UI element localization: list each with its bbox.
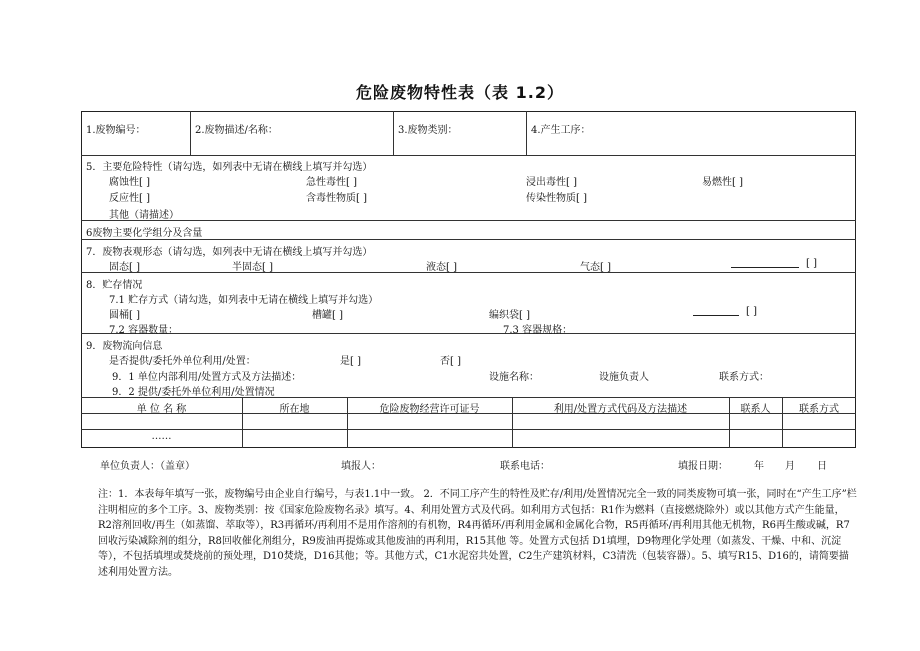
provide-yes-checkbox[interactable]: 是[ ] — [340, 356, 361, 367]
divider — [81, 333, 856, 334]
leach-toxic-checkbox[interactable]: 浸出毒性[ ] — [526, 177, 577, 188]
filler-label: 填报人： — [341, 461, 381, 472]
divider — [526, 111, 527, 155]
unit-head-label: 单位负责人：（盖章） — [100, 461, 195, 472]
col-header-license: 危险废物经营许可证号 — [379, 404, 480, 415]
process-label: 4.产生工序： — [531, 125, 591, 136]
storage-method-heading: 7.1 贮存方式（请勾选，如列表中无请在横线上填写并勾选） — [109, 295, 379, 306]
liquid-checkbox[interactable]: 液态[ ] — [426, 262, 457, 273]
reactive-checkbox[interactable]: 反应性[ ] — [109, 193, 150, 204]
drum-checkbox[interactable]: 圆桶[ ] — [109, 310, 140, 321]
facility-owner-label: 设施负责人 — [599, 372, 649, 383]
facility-name-label: 设施名称： — [489, 372, 539, 383]
other-storage-input[interactable] — [693, 306, 739, 316]
other-hazard-label: 其他（请描述） — [109, 210, 179, 221]
waste-category-label: 3.废物类别： — [398, 125, 458, 136]
table-row-ellipsis: …… — [151, 431, 172, 442]
other-form-input[interactable] — [731, 258, 799, 268]
corrosive-checkbox[interactable]: 腐蚀性[ ] — [109, 177, 150, 188]
divider — [81, 155, 856, 156]
container-count-label: 7.2 容器数量： — [109, 325, 179, 336]
page-title: 危险废物特性表（表 1.2） — [356, 83, 564, 102]
other-storage-checkbox[interactable]: [ ] — [746, 306, 757, 317]
internal-disposal-label: 9．1 单位内部利用/处置方式及方法描述： — [112, 372, 302, 383]
month-label: 月 — [785, 461, 795, 472]
composition-label: 6废物主要化学组分及含量 — [86, 228, 203, 239]
col-header-unit-name: 单 位 名 称 — [136, 404, 187, 415]
toxic-substance-checkbox[interactable]: 含毒性物质[ ] — [306, 193, 367, 204]
divider — [81, 239, 856, 240]
hazard-heading: 5．主要危险特性（请勾选，如列表中无请在横线上填写并勾选） — [86, 162, 373, 173]
storage-heading: 8．贮存情况 — [86, 280, 143, 291]
notes-paragraph: 注：1．本表每年填写一张，废物编号由企业自行编号，与表1.1中一致。 2．不同工序产生的特性及贮存/利用/处置情况完全一致的同类废物可填一张，同时在“产生工序”栏注明相应的多个工序。3、废物类别：按《国家危险废物名录》填写。4、利用处置方式及代码。如利用方式包括：R1作为燃料（直接燃烧除外）或以其他方式产生能量，R2溶剂回收/再生（如蒸馏、萃取等），R3再循环/再利用不是用作溶剂的有机物，R4再循环/再利用金属和金属化合物，R5再循环/再利用其他无机物，R6再生酸或碱，R7回收污染减除剂的组分，R8回收催化剂组分，R9废油再提炼或其他废油的再利用，R15其他 等。处置方式包括 D1填埋，D9物理化学处理（如蒸发、干燥、中和、沉淀等），不包括填埋或焚烧前的预处理，D10焚烧，D16其他；等。其他方式，C1水泥窑共处置，C2生产建筑材料，C3清洗（包装容器）。5、填写R15、D16的，请简要描述利用处置方法。 — [98, 489, 857, 578]
other-form-checkbox[interactable]: [ ] — [806, 258, 817, 269]
flow-heading: 9．废物流向信息 — [86, 341, 163, 352]
divider — [81, 220, 856, 221]
divider — [81, 272, 856, 273]
divider — [81, 429, 856, 430]
divider — [393, 111, 394, 155]
divider — [190, 111, 191, 155]
waste-desc-label: 2.废物描述/名称： — [195, 125, 278, 136]
year-label: 年 — [754, 461, 764, 472]
col-header-contact-method: 联系方式 — [799, 404, 839, 415]
contact-label: 联系方式： — [719, 372, 769, 383]
provide-no-checkbox[interactable]: 否[ ] — [440, 356, 461, 367]
day-label: 日 — [817, 461, 827, 472]
date-label: 填报日期： — [678, 461, 728, 472]
infectious-checkbox[interactable]: 传染性物质[ ] — [526, 193, 587, 204]
col-header-method: 利用/处置方式代码及方法描述 — [553, 404, 688, 415]
col-header-location: 所在地 — [279, 404, 310, 415]
gas-checkbox[interactable]: 气态[ ] — [580, 262, 611, 273]
provide-question: 是否提供/委托外单位利用/处置： — [109, 356, 256, 367]
external-disposal-label: 9．2 提供/委托外单位利用/处置情况 — [112, 387, 275, 398]
phone-label: 联系电话： — [500, 461, 550, 472]
waste-code-label: 1.废物编号： — [86, 125, 146, 136]
container-spec-label: 7.3 容器规格： — [503, 325, 573, 336]
acute-toxic-checkbox[interactable]: 急性毒性[ ] — [306, 177, 357, 188]
tank-checkbox[interactable]: 槽罐[ ] — [312, 310, 343, 321]
col-header-contact-person: 联系人 — [740, 404, 771, 415]
solid-checkbox[interactable]: 固态[ ] — [109, 262, 140, 273]
semi-solid-checkbox[interactable]: 半固态[ ] — [232, 262, 273, 273]
form-heading: 7．废物表观形态（请勾选，如列表中无请在横线上填写并勾选） — [86, 247, 373, 258]
flammable-checkbox[interactable]: 易燃性[ ] — [702, 177, 743, 188]
bag-checkbox[interactable]: 编织袋[ ] — [489, 310, 530, 321]
